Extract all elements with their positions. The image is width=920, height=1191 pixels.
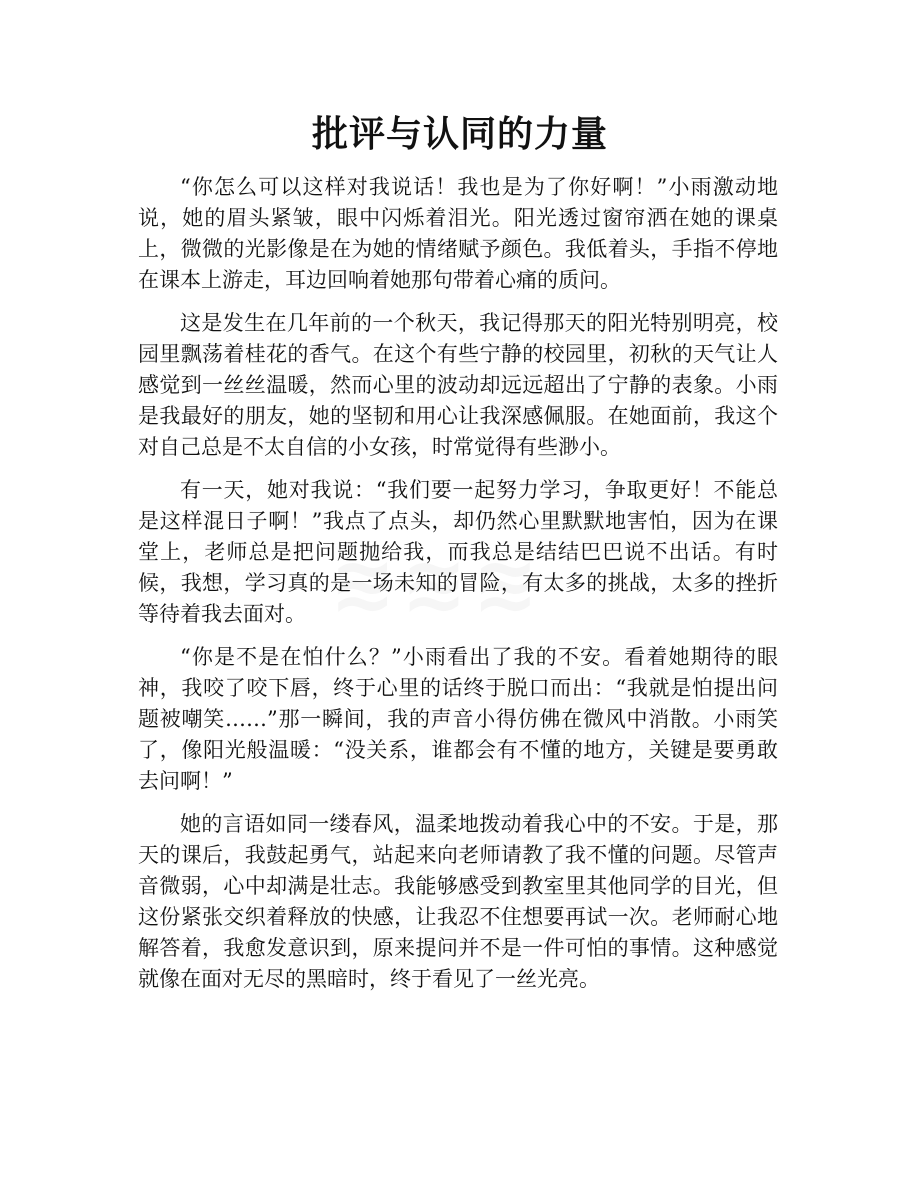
paragraph-1: “你怎么可以这样对我说话！我也是为了你好啊！”小雨激动地说，她的眉头紧皱，眼中闪烁着泪光。阳光透过窗帘洒在她的课桌上，微微的光影像是在为她的情绪赋予颜色。我低着头，手指不停地在课本上游走，耳边回响着她那句带着心痛的质问。 (138, 175, 778, 292)
document-title: 批评与认同的力量 (311, 114, 608, 155)
paragraph-2: 这是发生在几年前的一个秋天，我记得那天的阳光特别明亮，校园里飘荡着桂花的香气。在这个有些宁静的校园里，初秋的天气让人感觉到一丝丝温暖，然而心里的波动却远远超出了宁静的表象。小雨是我最好的朋友，她的坚韧和用心让我深感佩服。在她面前，我这个对自己总是不太自信的小女孩，时常觉得有些渺小。 (138, 311, 778, 459)
paragraph-3: 有一天，她对我说：“我们要一起努力学习，争取更好！不能总是这样混日子啊！”我点了点头，却仍然心里默默地害怕，因为在课堂上，老师总是把问题抛给我，而我总是结结巴巴说不出话。有时候，我想，学习真的是一场未知的冒险，有太多的挑战，太多的挫折等待着我去面对。 (138, 478, 778, 626)
paragraph-5: 她的言语如同一缕春风，温柔地拨动着我心中的不安。于是，那天的课后，我鼓起勇气，站起来向老师请教了我不懂的问题。尽管声音微弱，心中却满是壮志。我能够感受到教室里其他同学的目光，但这份紧张交织着释放的快感，让我忍不住想要再试一次。老师耐心地解答着，我愈发意识到，原来提问并不是一件可怕的事情。这种感觉就像在面对无尽的黑暗时，终于看见了一丝光亮。 (138, 812, 778, 991)
paragraph-4: “你是不是在怕什么？”小雨看出了我的不安。看着她期待的眼神，我咬了咬下唇，终于心里的话终于脱口而出：“我就是怕提出问题被嘲笑……”那一瞬间，我的声音小得仿佛在微风中消散。小雨笑了，像阳光般温暖：“没关系，谁都会有不懂的地方，关键是要勇敢去问啊！” (138, 645, 778, 793)
document-body (138, 172, 778, 1007)
